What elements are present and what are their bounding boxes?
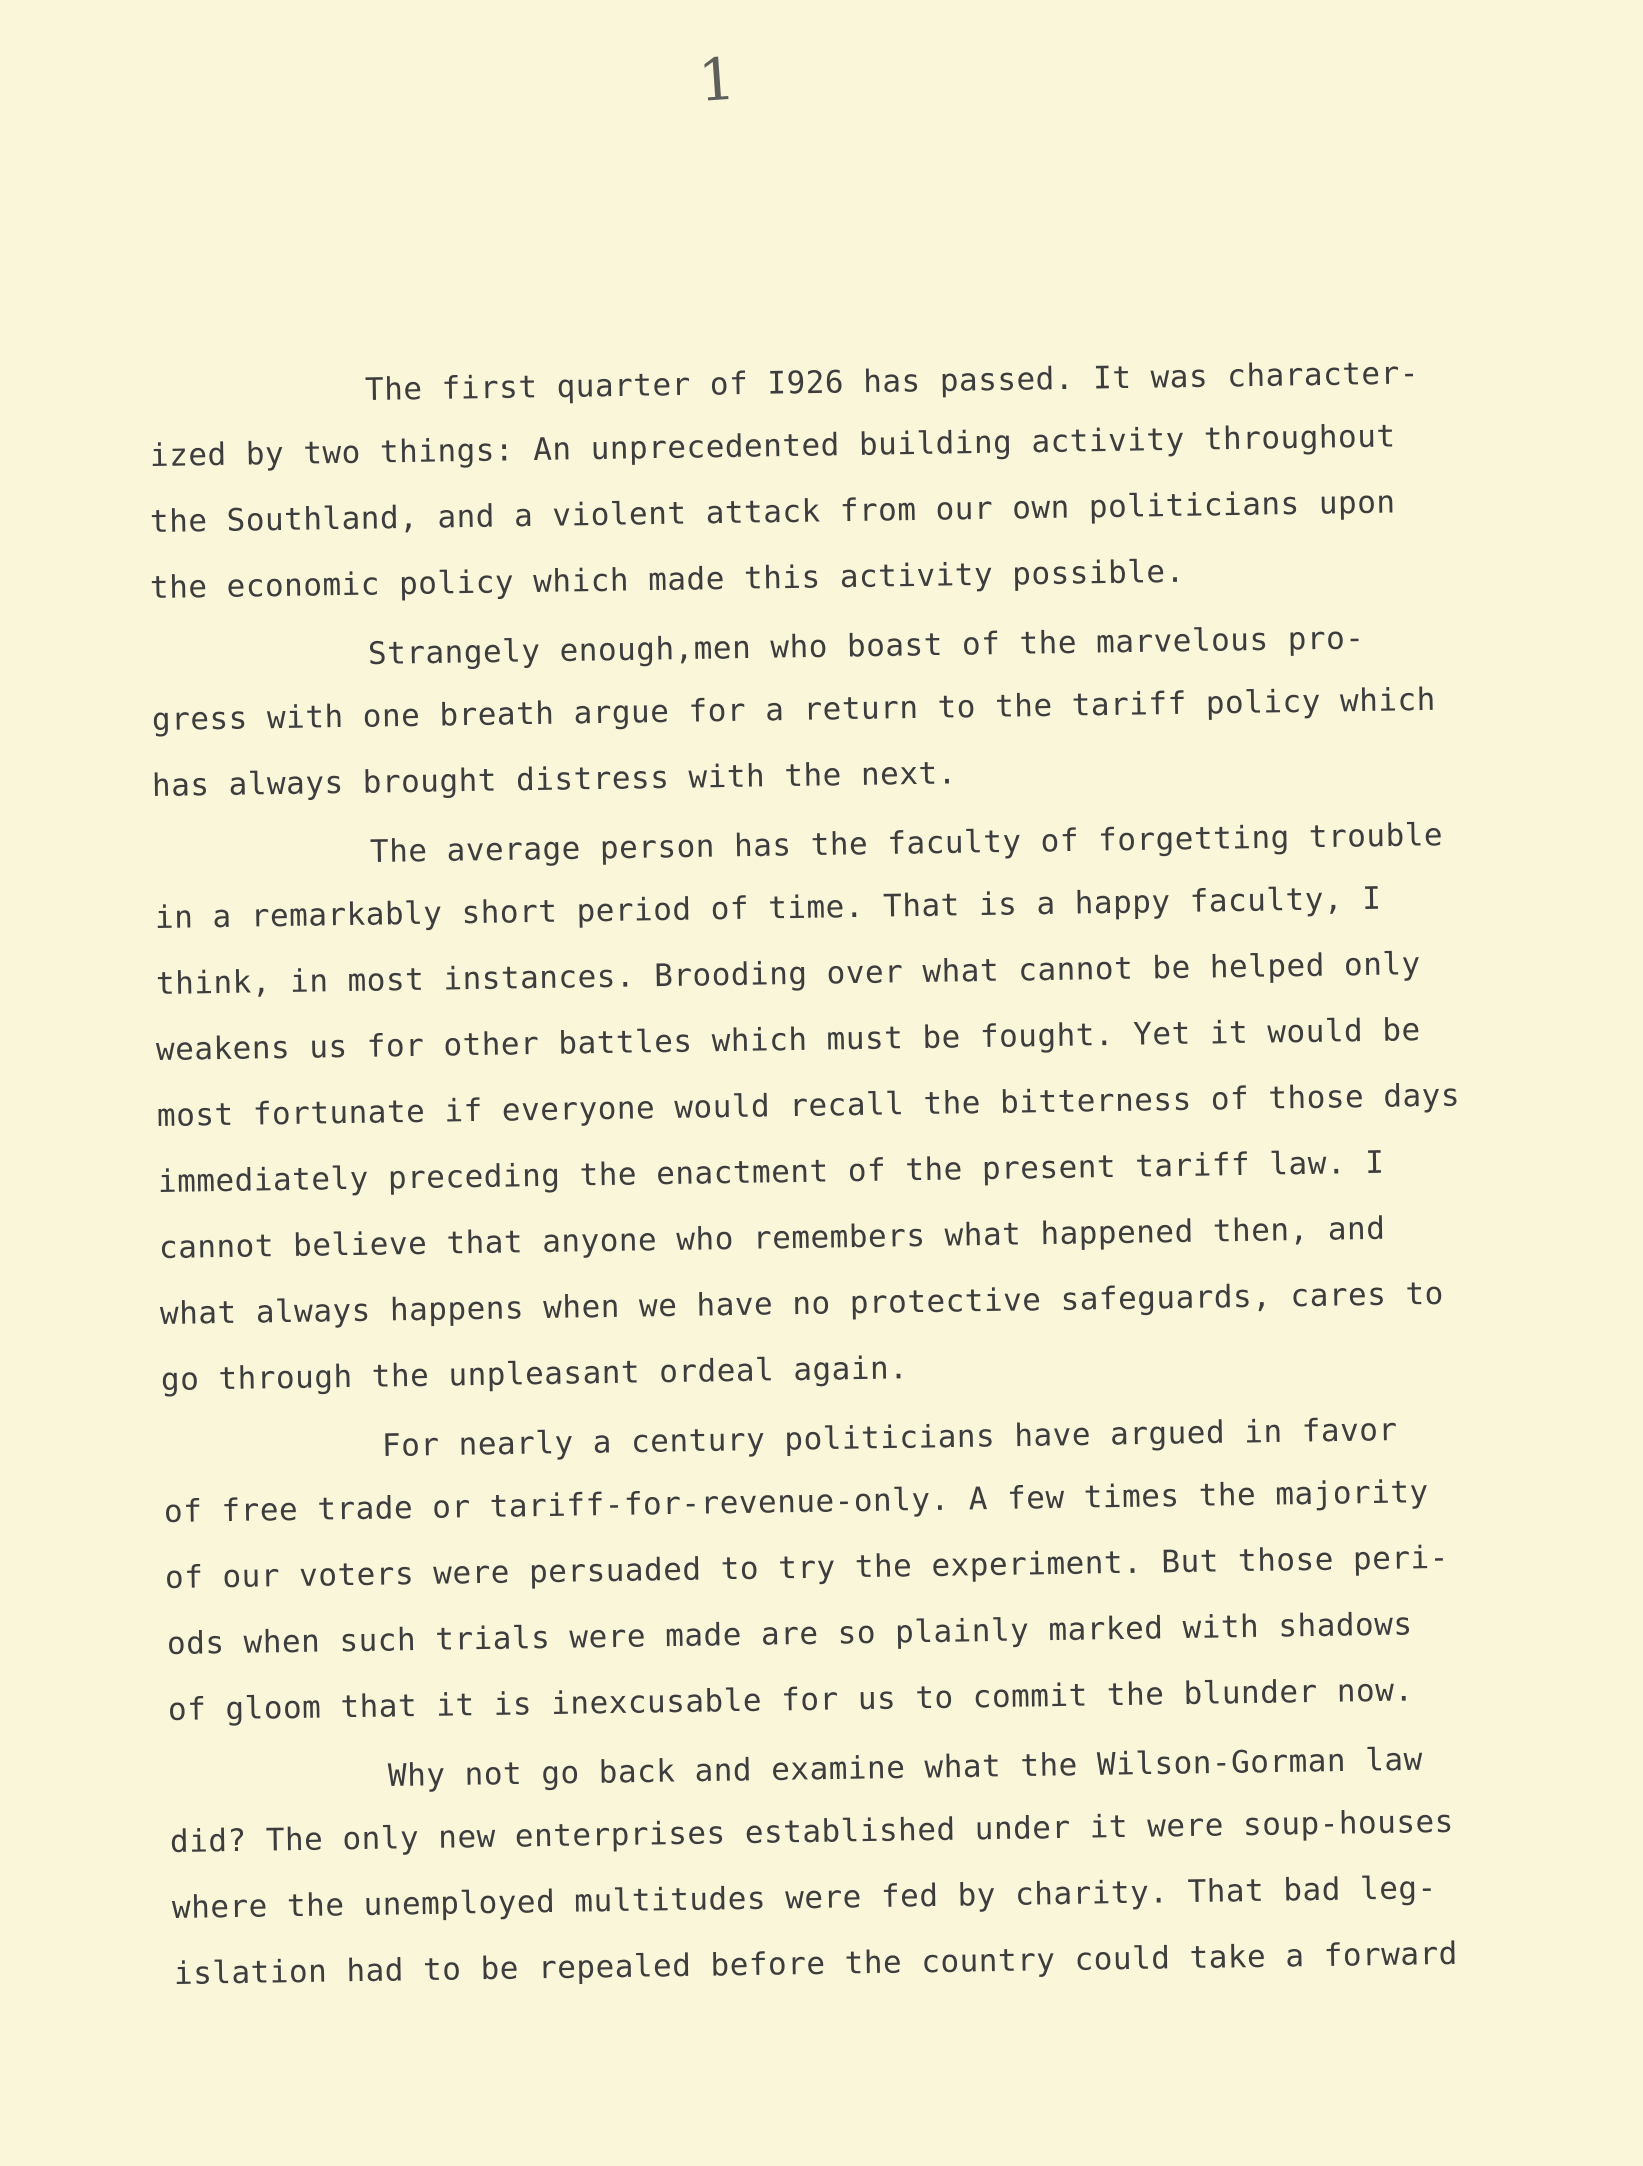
text-line: the Southland, and a violent attack from our own politicians upon bbox=[149, 484, 1396, 540]
text-line: in a remarkably short period of time. That is a happy faculty, I bbox=[154, 880, 1382, 936]
text-line: For nearly a century politicians have argued in favor bbox=[381, 1412, 1398, 1464]
text-line: of gloom that it is inexcusable for us to commit the blunder now. bbox=[167, 1672, 1414, 1728]
text-line: Strangely enough,men who boast of the marvelous pro- bbox=[367, 620, 1365, 672]
text-line: go through the unpleasant ordeal again. bbox=[160, 1350, 909, 1398]
text-line: gress with one breath argue for a return to the tariff policy which bbox=[151, 681, 1437, 738]
text-line: ized by two things: An unprecedented building activity throughout bbox=[149, 418, 1396, 474]
text-line: where the unemployed multitudes were fed by charity. That bad leg- bbox=[171, 1870, 1437, 1926]
text-line: think, in most instances. Brooding over what cannot be helped only bbox=[155, 946, 1421, 1002]
handwritten-page-number: 1 bbox=[696, 44, 742, 115]
text-line: did? The only new enterprises established under it were soup-houses bbox=[169, 1803, 1455, 1860]
text-line: what always happens when we have no protective safeguards, cares to bbox=[159, 1275, 1445, 1332]
text-line: The average person has the faculty of forgetting trouble bbox=[369, 817, 1444, 870]
text-line: of our voters were persuaded to try the experiment. But those peri- bbox=[164, 1539, 1450, 1596]
text-line: has always brought distress with the next. bbox=[151, 755, 958, 804]
text-line: of free trade or tariff-for-revenue-only. A few times the majority bbox=[163, 1474, 1429, 1530]
text-line: the economic policy which made this activity possible. bbox=[149, 553, 1185, 606]
text-line: ods when such trials were made are so plainly marked with shadows bbox=[166, 1606, 1413, 1662]
text-line: weakens us for other battles which must be fought. Yet it would be bbox=[155, 1012, 1421, 1068]
text-line: The first quarter of I926 has passed. It was character- bbox=[364, 355, 1420, 408]
text-line: immediately preceding the enactment of the present tariff law. I bbox=[157, 1144, 1385, 1200]
text-line: Why not go back and examine what the Wilson-Gorman law bbox=[387, 1741, 1423, 1794]
text-line: islation had to be repealed before the country could take a forward bbox=[173, 1935, 1459, 1992]
text-line: cannot believe that anyone who remembers what happened then, and bbox=[158, 1210, 1386, 1266]
text-line: most fortunate if everyone would recall the bitterness of those days bbox=[156, 1077, 1461, 1134]
